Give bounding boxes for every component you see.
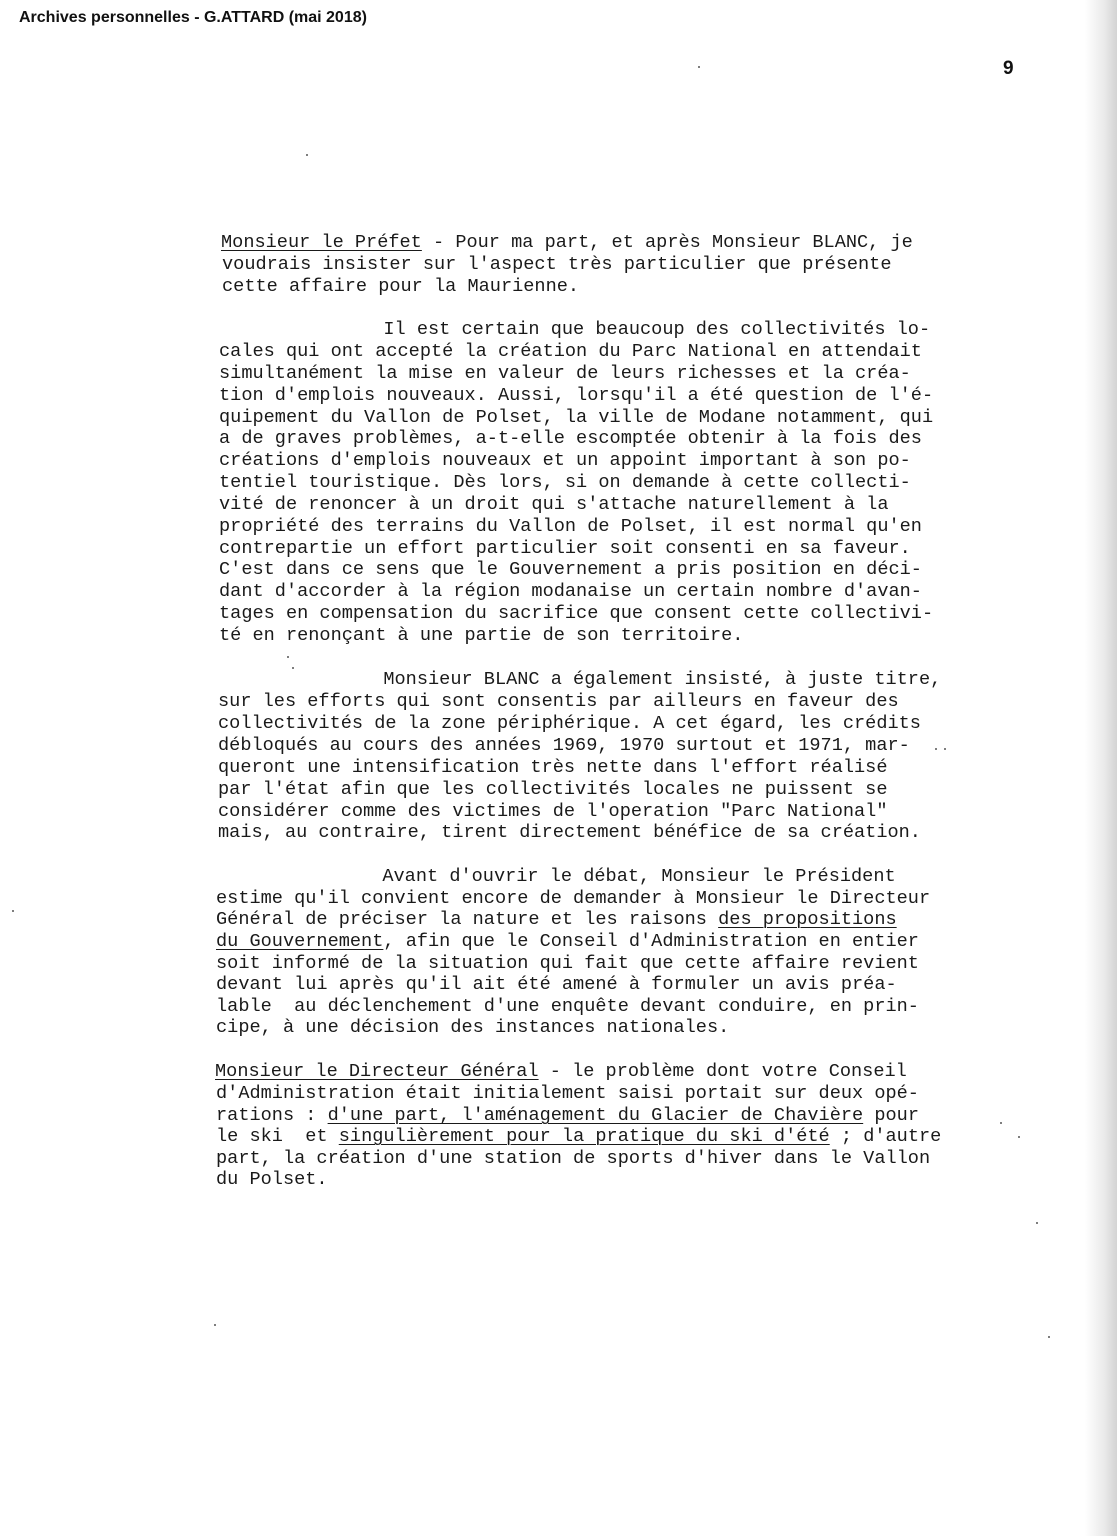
text-segment: a de graves problèmes, a-t-elle escomptée obtenir à la fois des	[219, 428, 922, 449]
text-line	[222, 254, 891, 276]
text-segment: part, la création d'une station de sports d'hiver dans le Vallon	[216, 1148, 931, 1169]
scan-edge-shadow	[1085, 0, 1117, 1536]
text-line	[216, 888, 930, 910]
text-line	[216, 1083, 919, 1105]
text-segment: propriété des terrains du Vallon de Polset, il est normal qu'en	[219, 516, 922, 537]
scan-speck	[1036, 1222, 1038, 1224]
scan-speck	[1000, 1122, 1002, 1124]
text-segment: tages en compensation du sacrifice que consent cette collectivi-	[219, 603, 934, 624]
text-segment: lable au déclenchement d'une enquête devant conduire, en prin-	[216, 996, 919, 1017]
scan-speck	[1048, 1336, 1050, 1338]
text-segment: cales qui ont accepté la création du Parc National en attendait	[219, 341, 922, 362]
scan-speck	[12, 910, 14, 912]
scan-speck	[1018, 1136, 1020, 1138]
speaker-directeur: Monsieur le Directeur Général	[215, 1061, 539, 1082]
scan-speck	[292, 667, 294, 669]
text-segment: Avant d'ouvrir le débat, Monsieur le Président	[215, 866, 896, 887]
text-line	[216, 1148, 930, 1170]
text-segment: voudrais insister sur l'aspect très particulier que présente	[222, 254, 892, 275]
text-line	[218, 713, 921, 735]
scan-speck	[214, 1324, 216, 1326]
scan-speck	[935, 748, 937, 750]
text-line	[216, 1126, 941, 1148]
text-line	[218, 735, 910, 757]
text-line	[219, 407, 933, 429]
text-line	[219, 603, 933, 625]
text-line	[219, 385, 933, 407]
scan-speck	[306, 154, 308, 156]
text-line	[218, 822, 921, 844]
archive-header: Archives personnelles - G.ATTARD (mai 2018)	[19, 9, 367, 26]
text-line	[221, 232, 913, 254]
text-line	[218, 757, 887, 779]
underlined-phrase: des propositions	[718, 909, 897, 930]
text-segment: - Pour ma part, et après Monsieur BLANC, je	[421, 232, 913, 253]
text-line	[219, 538, 911, 560]
text-segment: créations d'emplois nouveaux et un appoint important à son po-	[219, 450, 911, 471]
text-segment: té en renonçant à une partie de son territoire.	[219, 625, 744, 646]
text-segment: quipement du Vallon de Polset, la ville de Modane notamment, qui	[219, 407, 934, 428]
text-line	[216, 909, 897, 931]
text-segment: simultanément la mise en valeur de leurs richesses et la créa-	[219, 363, 911, 384]
text-segment: ; d'autre	[829, 1126, 942, 1147]
scan-speck	[698, 66, 700, 68]
text-segment: C'est dans ce sens que le Gouvernement a pris position en déci-	[219, 559, 922, 580]
text-segment: d'Administration était initialement saisi portait sur deux opé-	[216, 1083, 919, 1104]
text-line	[216, 669, 941, 691]
text-line	[218, 691, 899, 713]
text-segment: - le problème dont votre Conseil	[538, 1061, 907, 1082]
text-segment: rations :	[216, 1105, 328, 1126]
text-segment: soit informé de la situation qui fait que cette affaire revient	[216, 953, 919, 974]
text-line	[216, 974, 897, 996]
page-number: 9	[1003, 58, 1014, 79]
text-segment: tentiel touristique. Dès lors, si on demande à cette collecti-	[219, 472, 911, 493]
text-line	[216, 953, 919, 975]
text-line	[219, 428, 922, 450]
scan-speck	[287, 656, 289, 658]
text-segment: cette affaire pour la Maurienne.	[222, 276, 580, 297]
text-segment: mais, au contraire, tirent directement bénéfice de sa création.	[218, 822, 921, 843]
text-segment: , afin que le Conseil d'Administration en entier	[383, 931, 919, 952]
text-line	[219, 494, 888, 516]
text-line	[215, 866, 896, 888]
text-line	[216, 319, 930, 341]
text-segment: par l'état afin que les collectivités locales ne puissent se	[218, 779, 888, 800]
text-line	[219, 581, 922, 603]
text-line	[222, 276, 579, 298]
text-segment: considérer comme des victimes de l'operation "Parc National"	[218, 801, 888, 822]
text-line	[218, 801, 887, 823]
text-segment: débloqués au cours des années 1969, 1970 surtout et 1971, mar-	[218, 735, 910, 756]
text-line	[219, 472, 911, 494]
text-segment: cipe, à une décision des instances nationales.	[216, 1017, 730, 1038]
text-segment: Général de préciser la nature et les raisons	[216, 909, 719, 930]
text-line	[216, 1105, 919, 1127]
text-line	[219, 516, 922, 538]
text-segment: Il est certain que beaucoup des collectivités lo-	[216, 319, 931, 340]
text-line	[219, 625, 743, 647]
text-segment: le ski et	[216, 1126, 339, 1147]
text-line	[218, 779, 887, 801]
underlined-phrase: d'une part, l'aménagement du Glacier de Chavière	[327, 1105, 864, 1126]
text-segment: tion d'emplois nouveaux. Aussi, lorsqu'il a été question de l'é-	[219, 385, 934, 406]
text-line	[215, 1061, 907, 1083]
text-line	[219, 363, 911, 385]
text-segment: devant lui après qu'il ait été amené à formuler un avis préa-	[216, 974, 897, 995]
underlined-phrase: du Gouvernement	[216, 931, 384, 952]
text-segment: vité de renoncer à un droit qui s'attache naturellement à la	[219, 494, 889, 515]
text-line	[216, 1169, 328, 1191]
text-line	[216, 996, 919, 1018]
speaker-prefet: Monsieur le Préfet	[221, 232, 422, 253]
underlined-phrase: singulièrement pour la pratique du ski d'été	[338, 1126, 830, 1147]
text-segment: collectivités de la zone périphérique. A cet égard, les crédits	[218, 713, 921, 734]
text-line	[219, 341, 922, 363]
text-segment: dant d'accorder à la région modanaise un certain nombre d'avan-	[219, 581, 922, 602]
text-line	[219, 450, 911, 472]
text-segment: estime qu'il convient encore de demander à Monsieur le Directeur	[216, 888, 931, 909]
text-line	[219, 559, 922, 581]
text-line	[216, 931, 919, 953]
text-segment: contrepartie un effort particulier soit consenti en sa faveur.	[219, 538, 911, 559]
text-segment: du Polset.	[216, 1169, 328, 1190]
text-segment: pour	[863, 1105, 919, 1126]
text-line	[216, 1017, 729, 1039]
scan-speck	[944, 748, 946, 750]
text-segment: Monsieur BLANC a également insisté, à juste titre,	[216, 669, 942, 690]
text-segment: sur les efforts qui sont consentis par ailleurs en faveur des	[218, 691, 899, 712]
text-segment: queront une intensification très nette dans l'effort réalisé	[218, 757, 888, 778]
